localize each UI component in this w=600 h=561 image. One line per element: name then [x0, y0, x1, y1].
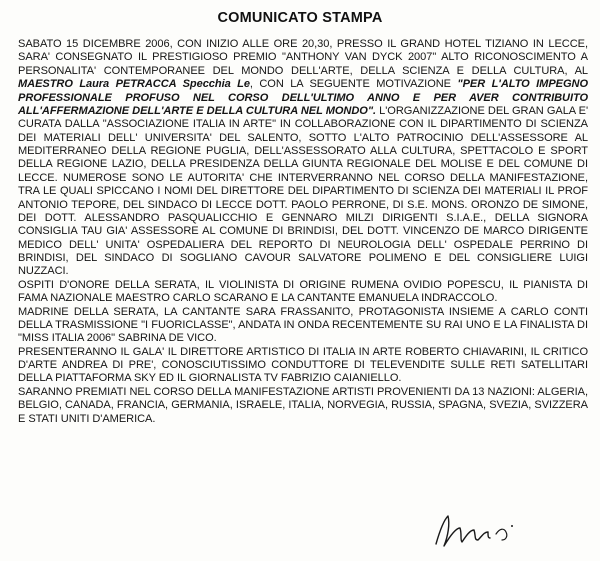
paragraph-awardees — [18, 386, 588, 426]
document-body — [18, 38, 588, 426]
text-segment: OSPITI D'ONORE DELLA SERATA, IL VIOLINISTA DI ORIGINE RUMENA OVIDIO POPESCU, IL PIANISTA DI FAMA NAZIONALE MAESTRO CARLO SCARANO E LA CANTANTE EMANUELA INDRACCOLO. — [18, 278, 588, 305]
text-segment: SABATO 15 DICEMBRE 2006, CON INIZIO ALLE ORE 20,30, PRESSO IL GRAND HOTEL TIZIANO IN LECCE, SARA' CONSEGNATO IL PRESTIGIOSO PREMIO "ANTHONY VAN DYCK 2007" ALTO RICONOSCIMENTO A PERSONALITA' CONTEMPORANEE DEL MONDO DELL'ARTE, DELLA SCIENZA E DELLA CULTURA, AL — [18, 38, 588, 77]
text-segment: PRESENTERANNO IL GALA' IL DIRETTORE ARTISTICO DI ITALIA IN ARTE ROBERTO CHIAVARINI, IL CRITICO D'ARTE ANDREA DI PRE', CONOSCIUTISSIMO CONDUTTORE DI TELEVENDITE SULLE RETI SATELLITARI DELLA PIATTAFORMA SKY ED IL GIORNALISTA TV FABRIZIO CAIANIELLO. — [18, 345, 588, 385]
paragraph-madrine — [18, 306, 588, 346]
handwritten-signature — [430, 510, 520, 550]
paragraph-guests — [18, 279, 588, 306]
paragraph-main — [18, 38, 588, 279]
award-motivation: "PER L'ALTO IMPEGNO PROFESSIONALE PROFUSO NEL CORSO DELL'ULTIMO ANNO E PER AVER CONTRIBUITO ALL'AFFERMAZIONE DELL'ARTE E DELLA CULTURA NEL MONDO". — [18, 78, 588, 117]
paragraph-presenters — [18, 346, 588, 386]
text-segment: L'ORGANIZZAZIONE DEL GRAN GALA E' CURATA DALLA "ASSOCIAZIONE ITALIA IN ARTE" IN COLLABORAZIONE CON IL DIPARTIMENTO DI SCIENZA DEI MATERIALI DELL' UNIVERSITA' DEL SALENTO, SOTTO L'ALTO PATROCINIO DELL'ASSESSORE AL MEDITERRANEO DELLA REGIONE PUGLIA, DELL'ASSESSORATO ALLA CULTURA, SPETTACOLO E SPORT DELLA REGIONE LAZIO, DELLA PRESIDENZA DELLA GIUNTA REGIONALE DEL MOLISE E DEL COMUNE DI LECCE. NUMEROSE SONO LE AUTORITA' CHE INTERVERRANNO NEL CORSO DELLA MANIFESTAZIONE, TRA LE QUALI SPICCANO I NOMI DEL DIRETTORE DEL DIPARTIMENTO DI SCIENZA DEI MATERIALI IL PROF ANTONIO TEPORE, DEL SINDACO DI LECCE DOTT. PAOLO PERRONE, DI S.E. MONS. ORONZO DE SIMONE, DEI DOTT. ALESSANDRO PASQUALICCHIO E GENNARO MILZI DIRIGENTI S.I.A.E., DELLA SIGNORA CONSIGLIA TAU GIA' ASSESSORE AL COMUNE DI BRINDISI, DEL DOTT. VINCENZO DE MARCO DIRIGENTE MEDICO DELL' UNITA' OSPEDALIERA DEL REPORTO DI NEUROLOGIA DELL' OSPEDALE PERRINO DI BRINDISI, DEL SINDACO DI SOGLIANO CAVOUR SALVATORE POLIMENO E DEL CONSIGLIERE LUIGI NUZZACI. — [18, 104, 588, 278]
document-title: COMUNICATO STAMPA — [217, 10, 383, 26]
text-segment: MADRINE DELLA SERATA, LA CANTANTE SARA FRASSANITO, PROTAGONISTA INSIEME A CARLO CONTI DELLA TRASMISSIONE "I FUORICLASSE", ANDATA IN ONDA RECENTEMENTE SU RAI UNO E LA FINALISTA DI "MISS ITALIA 2006" SABRINA DE VICO. — [18, 305, 588, 345]
honoree-name: MAESTRO Laura PETRACCA Specchia Le — [18, 78, 250, 91]
text-segment: SARANNO PREMIATI NEL CORSO DELLA MANIFESTAZIONE ARTISTI PROVENIENTI DA 13 NAZIONI: ALGERIA, BELGIO, CANADA, FRANCIA, GERMANIA, ISRAELE, ITALIA, NORVEGIA, RUSSIA, SPAGNA, SVEZIA, SVIZZERA E STATI UNITI D'AMERICA. — [18, 385, 588, 425]
text-segment: , CON LA SEGUENTE MOTIVAZIONE — [249, 78, 458, 91]
